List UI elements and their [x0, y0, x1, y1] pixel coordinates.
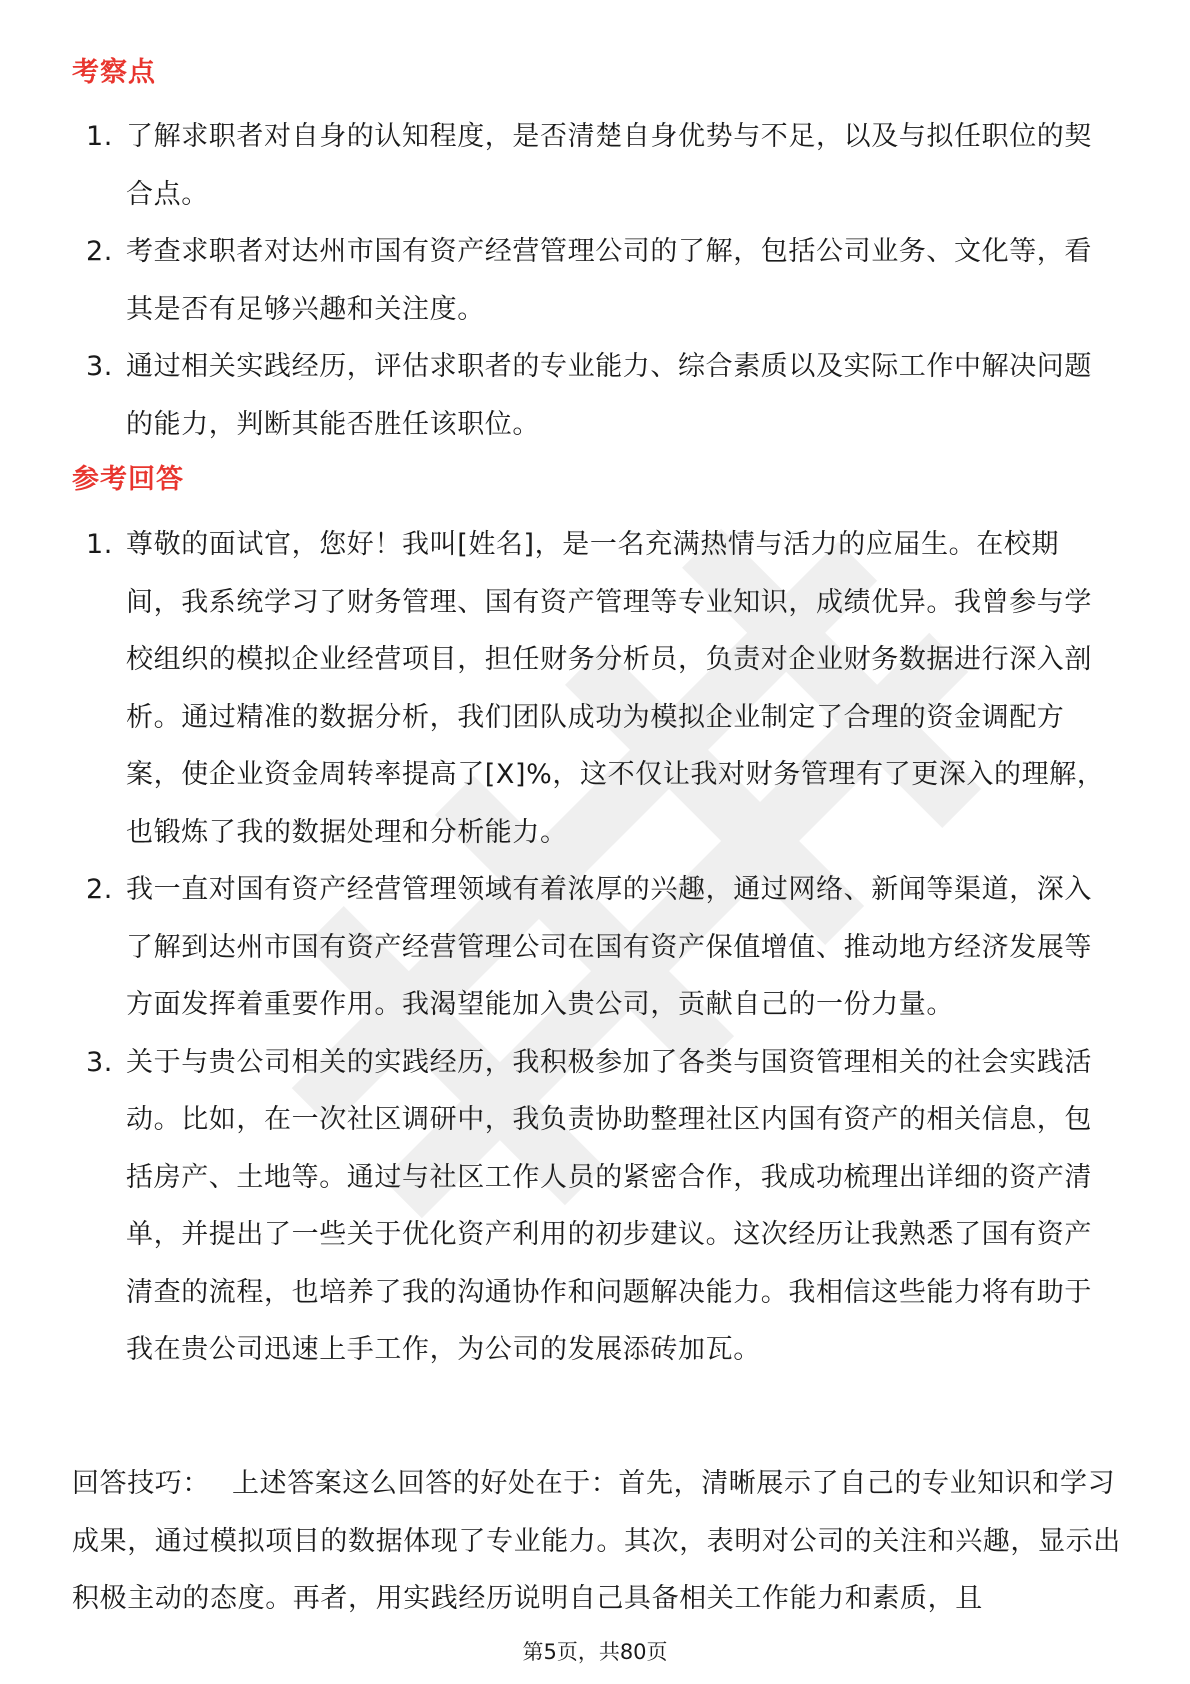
- list-item-text: 通过相关实践经历，评估求职者的专业能力、综合素质以及实际工作中解决问题的能力，判断其能否胜任该职位。: [126, 351, 1092, 440]
- page-number: 第5页，共80页: [522, 1640, 668, 1664]
- list-item-number: 1.: [86, 529, 113, 560]
- list-item-text: 尊敬的面试官，您好！我叫[姓名]，是一名充满热情与活力的应届生。在校期间，我系统学习了财务管理、国有资产管理等专业知识，成绩优异。我曾参与学校组织的模拟企业经营项目，担任财务分析员，负责对企业财务数据进行深入剖析。通过精准的数据分析，我们团队成功为模拟企业制定了合理的资金调配方案，使企业资金周转率提高了[X]%，这不仅让我对财务管理有了更深入的理解，也锻炼了我的数据处理和分析能力。: [126, 529, 1105, 848]
- reference-list: [72, 516, 1112, 1379]
- list-item-text: 我一直对国有资产经营管理领域有着浓厚的兴趣，通过网络、新闻等渠道，深入了解到达州市国有资产经营管理公司在国有资产保值增值、推动地方经济发展等方面发挥着重要作用。我渴望能加入贵公司，贡献自己的一份力量。: [126, 874, 1092, 1020]
- inspection-list: [72, 108, 1112, 453]
- list-item-number: 1.: [86, 121, 113, 152]
- list-item-number: 3.: [86, 351, 113, 382]
- answer-tips: [72, 1455, 1122, 1628]
- list-item: [72, 223, 1112, 338]
- tips-label: 回答技巧：: [72, 1468, 210, 1499]
- list-item: [72, 1034, 1112, 1379]
- list-item-number: 2.: [86, 874, 113, 905]
- list-item: [72, 861, 1112, 1034]
- list-item-text: 考查求职者对达州市国有资产经营管理公司的了解，包括公司业务、文化等，看其是否有足够兴趣和关注度。: [126, 236, 1092, 325]
- inspection-heading: 考察点: [72, 57, 156, 88]
- list-item: [72, 108, 1112, 223]
- list-item-text: 关于与贵公司相关的实践经历，我积极参加了各类与国资管理相关的社会实践活动。比如，在一次社区调研中，我负责协助整理社区内国有资产的相关信息，包括房产、土地等。通过与社区工作人员的紧密合作，我成功梳理出详细的资产清单，并提出了一些关于优化资产利用的初步建议。这次经历让我熟悉了国有资产清查的流程，也培养了我的沟通协作和问题解决能力。我相信这些能力将有助于我在贵公司迅速上手工作，为公司的发展添砖加瓦。: [126, 1046, 1092, 1365]
- reference-heading: 参考回答: [72, 464, 184, 495]
- list-item-number: 3.: [86, 1046, 113, 1078]
- list-item-number: 2.: [86, 236, 113, 267]
- list-item: [72, 516, 1112, 861]
- tips-text: 上述答案这么回答的好处在于：首先，清晰展示了自己的专业知识和学习成果，通过模拟项目的数据体现了专业能力。其次，表明对公司的关注和兴趣，显示出积极主动的态度。再者，用实践经历说明自己具备相关工作能力和素质，且: [72, 1468, 1121, 1614]
- list-item-text: 了解求职者对自身的认知程度，是否清楚自身优势与不足，以及与拟任职位的契合点。: [126, 121, 1092, 210]
- list-item: [72, 338, 1112, 453]
